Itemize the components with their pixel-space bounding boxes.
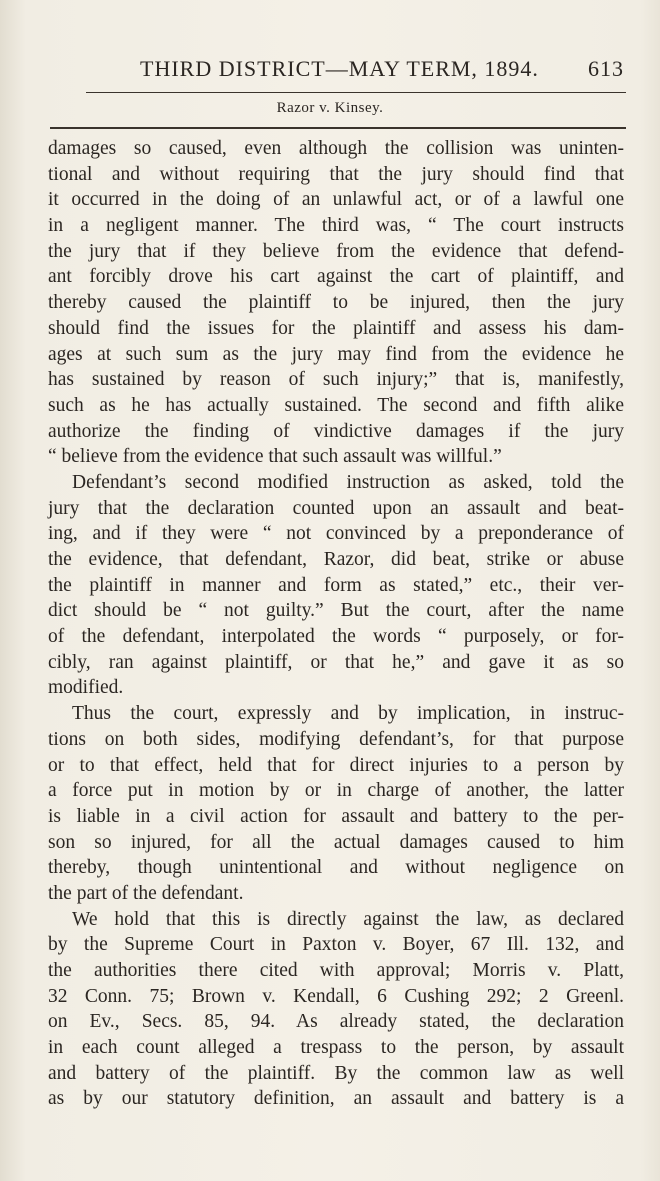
text-line: in a negligent manner. The third was, “ The court instructs — [48, 215, 624, 237]
text-line: son so injured, for all the actual damages caused to him — [48, 831, 624, 853]
header-rule — [86, 92, 626, 93]
text-line: the plaintiff in manner and form as stated,” etc., their ver- — [48, 574, 624, 596]
text-line: tional and without requiring that the jury should find that — [48, 163, 624, 185]
text-line: the jury that if they believe from the evidence that defend- — [48, 240, 624, 262]
text-line: modified. — [48, 677, 124, 699]
body-text — [48, 136, 624, 1112]
text-line: it occurred in the doing of an unlawful act, or of a lawful one — [48, 189, 624, 211]
text-line: cibly, ran against plaintiff, or that he,” and gave it as so — [48, 651, 624, 673]
text-line: thereby, though unintentional and without negligence on — [48, 857, 624, 879]
text-line: dict should be “ not guilty.” But the court, after the name — [48, 600, 624, 622]
text-line: ages at such sum as the jury may find from the evidence he — [48, 343, 624, 365]
text-line: the evidence, that defendant, Razor, did beat, strike or abuse — [48, 549, 624, 570]
text-line: We hold that this is directly against the law, as declared — [72, 908, 624, 930]
text-line: Defendant’s second modified instruction as asked, told the — [72, 471, 624, 493]
text-line: thereby caused the plaintiff to be injured, then the jury — [48, 292, 624, 314]
text-line: jury that the declaration counted upon an assault and beat- — [48, 497, 624, 519]
text-line: the part of the defendant. — [48, 882, 244, 904]
text-line: and battery of the plaintiff. By the common law as well — [48, 1062, 624, 1084]
text-line: a force put in motion by or in charge of another, the latter — [48, 780, 624, 802]
text-line: authorize the finding of vindictive damages if the jury — [48, 420, 624, 442]
text-line: has sustained by reason of such injury;” that is, manifestly, — [48, 369, 624, 391]
text-line: Thus the court, expressly and by implication, in instruc- — [72, 703, 624, 725]
text-line: damages so caused, even although the collision was uninten- — [48, 138, 624, 159]
running-head — [48, 56, 628, 86]
running-head-title: THIRD DISTRICT—MAY TERM, 1894. — [140, 56, 539, 81]
text-line: of the defendant, interpolated the words “ purposely, or for- — [48, 626, 624, 648]
text-line: tions on both sides, modifying defendant’s, for that purpose — [48, 728, 624, 750]
text-line: in each count alleged a trespass to the person, by assault — [48, 1037, 624, 1059]
text-line: ant forcibly drove his cart against the cart of plaintiff, and — [48, 266, 624, 288]
text-line: by the Supreme Court in Paxton v. Boyer, 67 Ill. 132, and — [48, 934, 624, 956]
text-line: as by our statutory definition, an assault and battery is a — [48, 1088, 624, 1110]
text-line: should find the issues for the plaintiff and assess his dam- — [48, 317, 624, 339]
text-line: 32 Conn. 75; Brown v. Kendall, 6 Cushing 292; 2 Greenl. — [48, 985, 624, 1007]
text-line: is liable in a civil action for assault and battery to the per- — [48, 805, 624, 827]
text-line: ing, and if they were “ not convinced by a preponderance of — [48, 523, 624, 545]
header-rule-double — [50, 127, 626, 129]
text-line: the authorities there cited with approval; Morris v. Platt, — [48, 960, 624, 981]
text-line: on Ev., Secs. 85, 94. As already stated, the declaration — [48, 1011, 624, 1033]
text-line: “ believe from the evidence that such assault was willful.” — [48, 446, 502, 468]
case-title: Razor v. Kinsey. — [276, 100, 384, 116]
text-line: such as he has actually sustained. The second and fifth alike — [48, 394, 624, 416]
text-line: or to that effect, held that for direct injuries to a person by — [48, 754, 624, 776]
page-number: 613 — [588, 56, 624, 81]
